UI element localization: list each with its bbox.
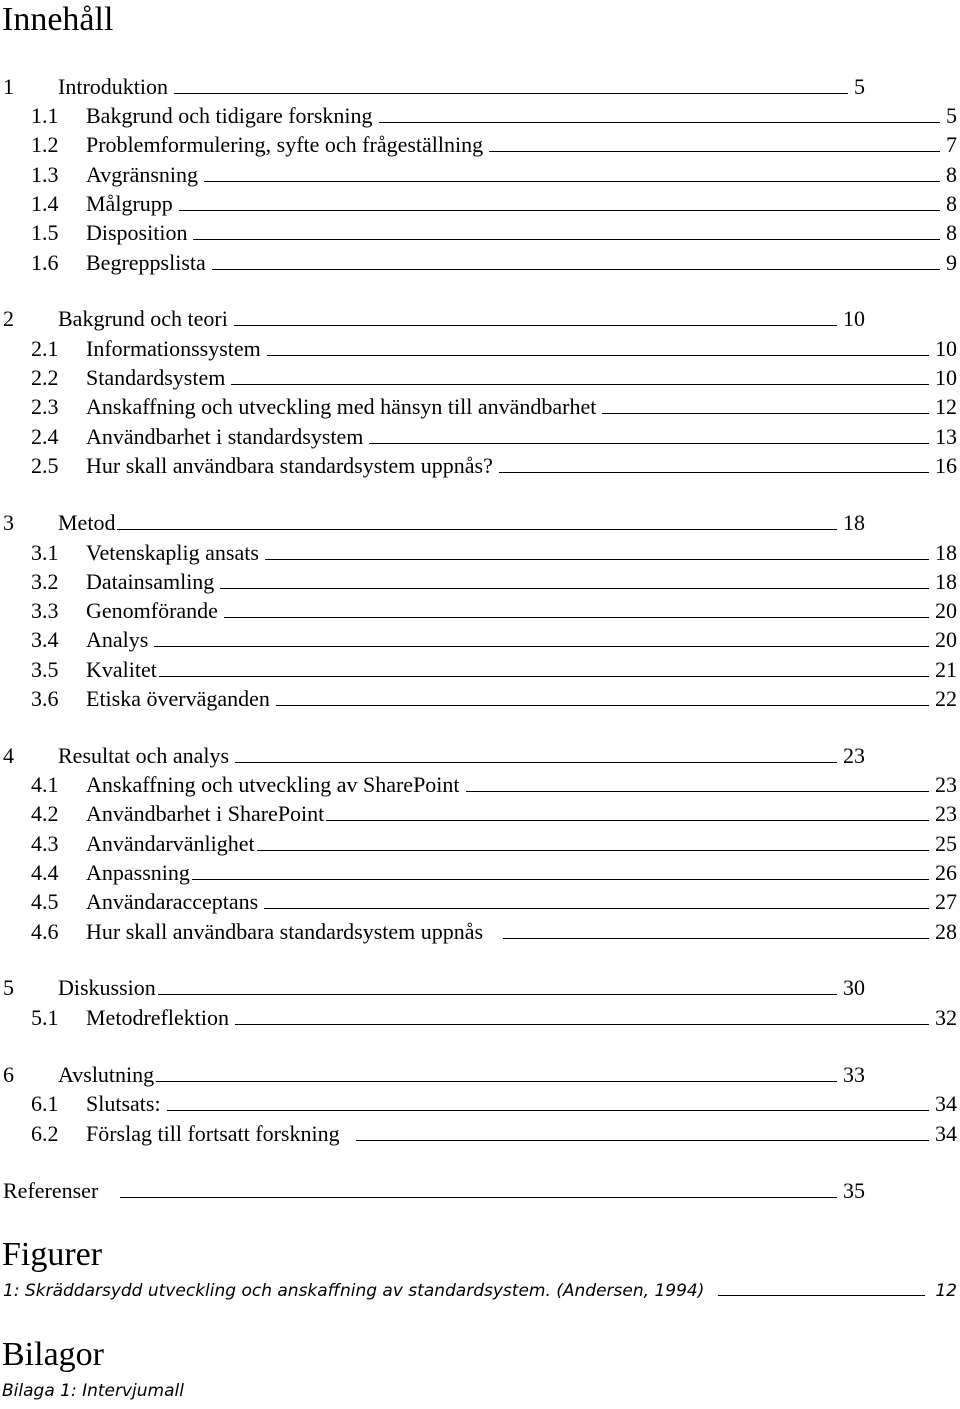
page-number: 34: [935, 1121, 957, 1146]
leader-line: [356, 1140, 929, 1141]
toc-chapter-1[interactable]: [3, 68, 865, 98]
page-number: 21: [935, 657, 957, 682]
appendices-heading: Bilagor: [2, 1336, 104, 1373]
chapter-title: Avslutning: [58, 1062, 155, 1087]
section-title: Etiska överväganden: [86, 686, 270, 711]
section-number: 1.6: [31, 250, 59, 275]
toc-section-4-4[interactable]: [31, 854, 957, 884]
leader-line: [503, 938, 929, 939]
section-number: 3.2: [31, 569, 59, 594]
page-number: 8: [946, 220, 957, 245]
chapter-title: Introduktion: [58, 74, 168, 99]
section-title: Användaracceptans: [86, 889, 259, 914]
section-title: Hur skall användbara standardsystem uppnås: [86, 919, 484, 944]
leader-line: [489, 151, 940, 152]
section-number: 4.6: [31, 919, 59, 944]
section-title: Avgränsning: [86, 162, 199, 187]
section-title: Metodreflektion: [86, 1005, 229, 1030]
toc-chapter-6[interactable]: [3, 1056, 865, 1086]
section-title: Anskaffning och utveckling av SharePoint: [86, 772, 460, 797]
section-title: Standardsystem: [86, 365, 226, 390]
section-number: 2.1: [31, 336, 59, 361]
toc-section-1-3[interactable]: [31, 156, 957, 186]
toc-section-5-1[interactable]: [31, 999, 957, 1029]
leader-line: [193, 239, 940, 240]
leader-line: [220, 588, 929, 589]
chapter-title: Metod: [58, 510, 116, 535]
chapter-number: 4: [3, 743, 14, 768]
page-number: 10: [935, 336, 957, 361]
toc-section-1-5[interactable]: [31, 214, 957, 244]
toc-section-2-1[interactable]: [31, 330, 957, 360]
figures-heading: Figurer: [2, 1236, 103, 1273]
page-number: 23: [843, 743, 865, 768]
section-title: Hur skall användbara standardsystem uppnås?: [86, 453, 493, 478]
page-number: 5: [854, 74, 865, 99]
leader-line: [120, 1197, 837, 1198]
section-number: 2.4: [31, 424, 59, 449]
leader-line: [159, 676, 929, 677]
toc-section-4-1[interactable]: [31, 766, 957, 796]
toc-section-3-1[interactable]: [31, 534, 957, 564]
leader-line: [265, 559, 929, 560]
page-number: 10: [843, 306, 865, 331]
chapter-title: Resultat och analys: [58, 743, 230, 768]
chapter-number: 1: [3, 74, 14, 99]
leader-line: [326, 820, 929, 821]
section-number: 3.5: [31, 657, 59, 682]
leader-line: [235, 762, 837, 763]
section-title: Anskaffning och utveckling med hänsyn till användbarhet: [86, 394, 597, 419]
section-title: Användbarhet i SharePoint: [86, 801, 325, 826]
section-title: Anpassning: [86, 860, 190, 885]
page-number: 27: [935, 889, 957, 914]
leader-line: [499, 472, 929, 473]
leader-line: [179, 210, 940, 211]
page-number: 28: [935, 919, 957, 944]
leader-line: [212, 269, 940, 270]
leader-line: [174, 93, 848, 94]
section-title: Bakgrund och tidigare forskning: [86, 103, 373, 128]
figure-title: 1: Skräddarsydd utveckling och anskaffning av standardsystem. (Andersen, 1994): [3, 1281, 705, 1301]
toc-section-2-4[interactable]: [31, 418, 957, 448]
section-number: 2.2: [31, 365, 59, 390]
page-number: 12: [935, 394, 957, 419]
section-number: 4.1: [31, 772, 59, 797]
page-number: 32: [935, 1005, 957, 1030]
section-number: 1.1: [31, 103, 59, 128]
toc-section-2-3[interactable]: [31, 388, 957, 418]
toc-heading: Innehåll: [2, 1, 114, 38]
toc-section-1-6[interactable]: [31, 244, 957, 274]
toc-figure-1[interactable]: [3, 1274, 957, 1300]
section-title: Begreppslista: [86, 250, 206, 275]
chapter-title: Diskussion: [58, 975, 156, 1000]
toc-section-4-3[interactable]: [31, 825, 957, 855]
section-number: 4.2: [31, 801, 59, 826]
leader-line: [117, 529, 837, 530]
toc-section-6-2[interactable]: [31, 1115, 957, 1145]
leader-line: [192, 879, 929, 880]
section-number: 1.2: [31, 132, 59, 157]
toc-section-3-4[interactable]: [31, 621, 957, 651]
page-number: 18: [935, 569, 957, 594]
chapter-number: 2: [3, 306, 14, 331]
toc-references[interactable]: [3, 1172, 865, 1202]
section-number: 4.5: [31, 889, 59, 914]
section-title: Användarvänlighet: [86, 831, 255, 856]
page-number: 18: [843, 510, 865, 535]
leader-line: [267, 355, 929, 356]
section-title: Förslag till fortsatt forskning: [86, 1121, 340, 1146]
section-title: Användbarhet i standardsystem: [86, 424, 364, 449]
page-number: 20: [935, 627, 957, 652]
section-number: 1.3: [31, 162, 59, 187]
chapter-number: 5: [3, 975, 14, 1000]
leader-line: [156, 1081, 837, 1082]
leader-line: [369, 443, 929, 444]
section-title: Genomförande: [86, 598, 218, 623]
page-number: 8: [946, 191, 957, 216]
section-number: 2.5: [31, 453, 59, 478]
section-number: 4.3: [31, 831, 59, 856]
toc-section-4-6[interactable]: [31, 913, 957, 943]
page-number: 12: [935, 1281, 957, 1301]
section-number: 3.3: [31, 598, 59, 623]
chapter-title: Bakgrund och teori: [58, 306, 228, 331]
section-title: Målgrupp: [86, 191, 173, 216]
toc-appendix-1[interactable]: [2, 1383, 184, 1400]
section-number: 3.6: [31, 686, 59, 711]
page-number: 18: [935, 540, 957, 565]
leader-line: [167, 1110, 929, 1111]
page-number: 7: [946, 132, 957, 157]
page-number: 23: [935, 801, 957, 826]
leader-line: [204, 181, 940, 182]
leader-line: [154, 646, 929, 647]
section-title: Slutsats:: [86, 1091, 161, 1116]
leader-line: [158, 994, 837, 995]
leader-line: [718, 1295, 925, 1296]
section-title: Vetenskaplig ansats: [86, 540, 259, 565]
toc-section-2-2[interactable]: [31, 359, 957, 389]
section-number: 4.4: [31, 860, 59, 885]
section-title: Disposition: [86, 220, 188, 245]
page-number: 13: [935, 424, 957, 449]
page-number: 8: [946, 162, 957, 187]
section-title: Datainsamling: [86, 569, 215, 594]
toc-section-1-2[interactable]: [31, 126, 957, 156]
page-number: 9: [946, 250, 957, 275]
section-number: 6.1: [31, 1091, 59, 1116]
references-title: Referenser: [3, 1178, 99, 1203]
toc-chapter-4[interactable]: [3, 737, 865, 767]
section-number: 6.2: [31, 1121, 59, 1146]
toc-chapter-5[interactable]: [3, 969, 865, 999]
toc-chapter-3[interactable]: [3, 504, 865, 534]
section-number: 1.4: [31, 191, 59, 216]
toc-section-3-2[interactable]: [31, 563, 957, 593]
toc-section-1-1[interactable]: [31, 97, 957, 127]
chapter-number: 3: [3, 510, 14, 535]
page-number: 26: [935, 860, 957, 885]
leader-line: [235, 1024, 929, 1025]
page-number: 22: [935, 686, 957, 711]
toc-section-1-4[interactable]: [31, 185, 957, 215]
page-number: 10: [935, 365, 957, 390]
toc-section-4-5[interactable]: [31, 883, 957, 913]
toc-chapter-2[interactable]: [3, 300, 865, 330]
leader-line: [466, 791, 929, 792]
page-number: 23: [935, 772, 957, 797]
toc-section-3-3[interactable]: [31, 592, 957, 622]
section-title: Problemformulering, syfte och frågeställning: [86, 132, 484, 157]
page-number: 35: [843, 1178, 865, 1203]
section-number: 3.1: [31, 540, 59, 565]
leader-line: [379, 122, 940, 123]
section-number: 2.3: [31, 394, 59, 419]
toc-section-4-2[interactable]: [31, 795, 957, 825]
page-number: 30: [843, 975, 865, 1000]
chapter-number: 6: [3, 1062, 14, 1087]
toc-section-2-5[interactable]: [31, 447, 957, 477]
toc-section-3-5[interactable]: [31, 651, 957, 681]
leader-line: [276, 705, 929, 706]
leader-line: [234, 325, 837, 326]
leader-line: [602, 413, 929, 414]
leader-line: [264, 908, 929, 909]
page-number: 16: [935, 453, 957, 478]
page-number: 25: [935, 831, 957, 856]
section-title: Analys: [86, 627, 149, 652]
leader-line: [257, 850, 929, 851]
page-number: 5: [946, 103, 957, 128]
toc-section-6-1[interactable]: [31, 1085, 957, 1115]
leader-line: [231, 384, 929, 385]
leader-line: [224, 617, 929, 618]
toc-section-3-6[interactable]: [31, 680, 957, 710]
appendix-title: Bilaga 1: Intervjumall: [2, 1381, 184, 1401]
section-title: Kvalitet: [86, 657, 157, 682]
section-number: 1.5: [31, 220, 59, 245]
page-number: 34: [935, 1091, 957, 1116]
page-number: 33: [843, 1062, 865, 1087]
section-number: 3.4: [31, 627, 59, 652]
section-number: 5.1: [31, 1005, 59, 1030]
section-title: Informationssystem: [86, 336, 261, 361]
page-number: 20: [935, 598, 957, 623]
